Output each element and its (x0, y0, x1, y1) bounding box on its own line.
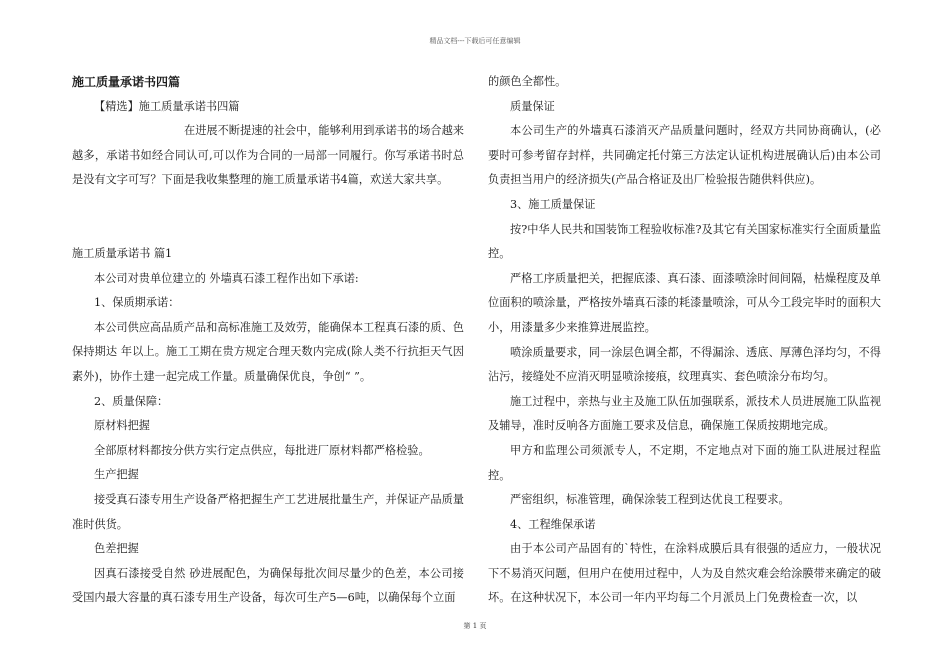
left-column (72, 70, 464, 611)
paragraph: 甲方和监理公司须派专人，不定期，不定地点对下面的施工队进展过程监控。 (488, 443, 881, 482)
paragraph: 全部原材料都按分供方实行定点供应，每批进厂原材料都严格检验。 (94, 443, 430, 457)
paragraph: 的颜色全都性。 (488, 75, 567, 88)
paragraph: 原材料把握 (94, 419, 150, 433)
paragraph: 由于本公司产品固有的`特性，在涂料成膜后具有很强的适应力，一般状况下不易消灭问题，但用户在使用过程中，人为及自然灾难会给涂膜带来确定的破坏。在这种状况下，本公司一年内平均每二个月派员上门免费检查一次，以 (488, 542, 881, 605)
document-title: 施工质量承诺书四篇 (72, 75, 181, 89)
paragraph: 按?中华人民共和国装饰工程验收标准?及其它有关国家标准实行全面质量监控。 (488, 222, 881, 261)
paragraph: 本公司对贵单位建立的 外墙真石漆工程作出如下承诺: (94, 271, 359, 285)
paragraph: 施工过程中，亲热与业主及施工队伍加强联系，派技术人员进展施工队监视及辅导，准时反响各方面施工要求及信息，确保施工保质按期地完成。 (488, 394, 881, 433)
paragraph: 本公司生产的外墙真石漆消灭产品质量问题时，经双方共同协商确认，(必要时可参考留存封样，共同确定托付第三方法定认证机构进展确认后)由本公司负责担当用户的经济损失(产品合格证及出厂检验报告随供料供应)。 (488, 124, 881, 187)
spacer (72, 193, 464, 242)
paragraph: 4、工程维保承诺 (510, 517, 596, 531)
paragraph: 质量保证 (510, 99, 555, 113)
paragraph: 接受真石漆专用生产设备严格把握生产工艺进展批量生产，并保证产品质量准时供货。 (72, 492, 464, 531)
paragraph: 色差把握 (94, 542, 139, 556)
section-title: 施工质量承诺书 篇1 (72, 246, 173, 260)
page-footer: 第 1 页 (463, 622, 487, 630)
paragraph: 因真石漆接受自然 砂进展配色，为确保每批次间尽量少的色差，本公司接受国内最大容量的真石漆专用生产设备，每次可生产5—6吨，以确保每个立面 (72, 566, 464, 605)
paragraph: 3、施工质量保证 (510, 197, 596, 211)
page-header: 精品文档---下载后可任意编辑 (429, 37, 521, 45)
document-subtitle: 【精选】施工质量承诺书四篇 (94, 99, 240, 113)
right-column (488, 70, 881, 611)
paragraph: 严格工序质量把关，把握底漆、真石漆、面漆喷涂时间间隔，枯燥程度及单位面积的喷涂量，严格按外墙真石漆的耗漆量喷涂，可从今工段完毕时的面积大小，用漆量多少来推算进展监控。 (488, 271, 881, 334)
paragraph: 严密组织，标准管理，确保涂装工程到达优良工程要求。 (510, 493, 790, 507)
paragraph: 1、保质期承诺： (94, 296, 180, 310)
intro-paragraph: 在进展不断提速的社会中，能够利用到承诺书的场合越来越多，承诺书如经合同认可,可以作为合同的一局部一同履行。你写承诺书时总是没有文字可写？下面是我收集整理的施工质量承诺书4篇，欢送大家共享。 (72, 124, 464, 187)
paragraph: 2、质量保障： (94, 394, 169, 408)
paragraph: 喷涂质量要求，同一涂层色调全都，不得漏涂、透底、厚薄色泽均匀，不得沾污，接缝处不应消灭明显喷涂接痕，纹理真实、套色喷涂分布均匀。 (488, 345, 881, 384)
paragraph: 本公司供应高品质产品和高标准施工及效劳，能确保本工程真石漆的质、色保持期达 年以上。施工工期在贵方规定合理天数内完成(除人类不行抗拒天气因素外)，协作土建一起完成工作量。质量确保优良，争创“ ”。 (72, 320, 464, 383)
paragraph: 生产把握 (94, 468, 139, 482)
